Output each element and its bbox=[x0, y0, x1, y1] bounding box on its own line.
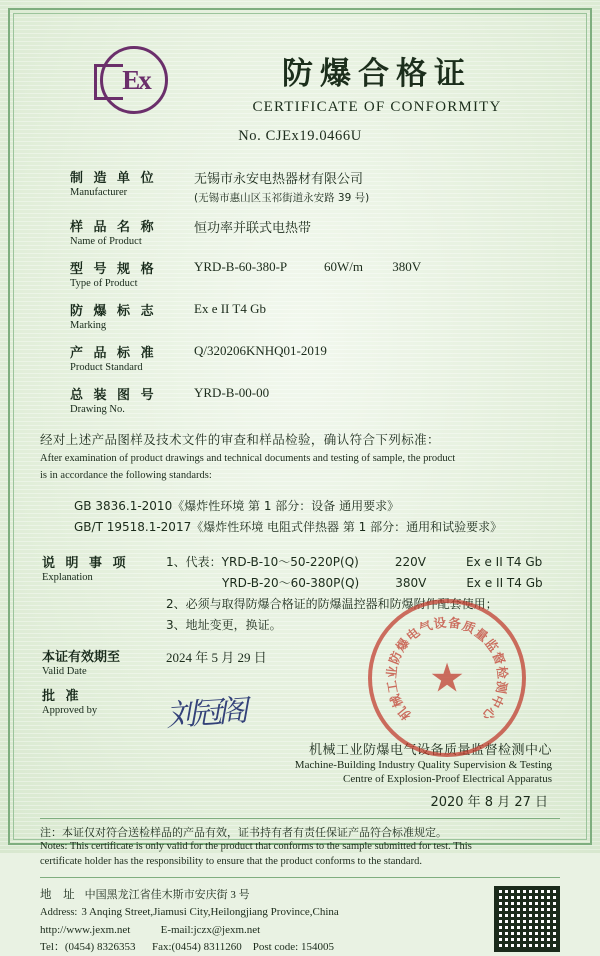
footer-email-label: E-mail: bbox=[160, 923, 194, 936]
stamp-arc-char: 监 bbox=[482, 635, 502, 655]
approved-by-label-en: Approved by bbox=[42, 704, 98, 716]
explanation-section bbox=[40, 552, 560, 636]
explanation-item-1-line2 bbox=[166, 573, 543, 594]
standard-item: GB/T 19518.1-2017《爆炸性环境 电阻式伴热器 第 1 部分：通用和试验要求》 bbox=[74, 519, 503, 534]
valid-date-value: 2024 年 5 月 29 日 bbox=[166, 649, 267, 665]
footer-address-label-en: Address: bbox=[40, 907, 78, 919]
field-label-cn: 制 造 单 位 bbox=[70, 171, 157, 186]
page-title-en: CERTIFICATE OF CONFORMITY bbox=[252, 99, 502, 115]
org-name-cn: 机械工业防爆电气设备质量监督检测中心 bbox=[308, 742, 552, 758]
conformity-statement bbox=[40, 431, 560, 484]
field-label-cn: 型 号 规 格 bbox=[70, 262, 157, 277]
field-value-group bbox=[166, 258, 421, 275]
page-title-cn: 防爆合格证 bbox=[282, 56, 472, 92]
field-value-group bbox=[166, 216, 311, 236]
approved-by-label bbox=[42, 685, 138, 716]
explanation-item-3 bbox=[166, 615, 543, 636]
field-manufacturer bbox=[70, 167, 560, 205]
stamp-arc-char: 设 bbox=[432, 614, 448, 632]
notes-en-label: Notes: bbox=[40, 841, 68, 853]
stamp-arc-char: 质 bbox=[460, 617, 478, 637]
explanation-model-1: YRD-B-10～50-220P(Q) bbox=[221, 554, 359, 569]
footer-address-en bbox=[40, 904, 484, 921]
stamp-arc-char: 备 bbox=[447, 614, 462, 632]
notes-cn-label: 注： bbox=[40, 826, 62, 840]
field-label-cn: 防 爆 标 志 bbox=[70, 304, 157, 319]
footer-address-value-en: 3 Anqing Street,Jiamusi City,Heilongjiang Province,China bbox=[81, 906, 339, 919]
field-drawing-no bbox=[70, 384, 560, 415]
statement-cn: 经对上述产品图样及技术文件的审查和样品检验，确认符合下列标准： bbox=[40, 432, 440, 447]
explanation-body bbox=[138, 552, 543, 636]
org-name-en-line1: Machine-Building Industry Quality Supervision & Testing bbox=[294, 758, 552, 771]
stamp-arc-char: 督 bbox=[489, 649, 509, 667]
field-label-en: Manufacturer bbox=[70, 187, 128, 198]
footer-fax: (0454) 8311260 bbox=[171, 940, 242, 953]
fields-list bbox=[40, 167, 560, 415]
explanation-label-cn: 说 明 事 项 bbox=[42, 555, 129, 571]
valid-date-label-cn: 本证有效期至 bbox=[42, 649, 121, 665]
notes-en-line2: certificate holder has the responsibility to ensure that the product conforms to the standard. bbox=[40, 855, 422, 867]
field-value-voltage: 380V bbox=[392, 259, 422, 274]
approved-by-label-cn: 批 准 bbox=[42, 688, 82, 704]
explanation-label-en: Explanation bbox=[42, 571, 93, 583]
explanation-item-2 bbox=[166, 594, 543, 615]
approved-by-row bbox=[42, 685, 560, 737]
footer-address-value-cn: 中国黑龙江省佳木斯市安庆街 3 号 bbox=[84, 889, 250, 902]
field-label-cn: 产 品 标 准 bbox=[70, 346, 157, 361]
explanation-marking-1: Ex e II T4 Gb bbox=[465, 554, 543, 569]
explanation-item-text: 地址变更，换证。 bbox=[185, 617, 282, 632]
explanation-voltage-2: 380V bbox=[395, 575, 427, 590]
issue-date: 2020 年 8 月 27 日 bbox=[430, 795, 548, 811]
field-value: 恒功率并联式电热带 bbox=[194, 221, 312, 236]
stamp-arc-char: 量 bbox=[471, 624, 492, 645]
field-label-en: Marking bbox=[70, 320, 107, 331]
stamp-arc-char: 械 bbox=[387, 692, 406, 710]
footer-fax-label: Fax: bbox=[151, 940, 172, 953]
explanation-item-1 bbox=[166, 552, 543, 573]
signature: 刘冠阁 bbox=[164, 693, 246, 734]
field-value-group bbox=[166, 384, 269, 401]
footer-contact bbox=[40, 886, 484, 955]
stamp-arc-char: 爆 bbox=[392, 635, 413, 655]
stamp-arc-char: 机 bbox=[394, 703, 415, 724]
notes-cn-text: 本证仅对符合送检样品的产品有效，证书持有者有责任保证产品符合标准规定。 bbox=[62, 826, 447, 840]
field-value-group bbox=[166, 300, 266, 317]
field-label bbox=[70, 342, 166, 373]
org-name-en-line2: Centre of Explosion-Proof Electrical Apparatus bbox=[343, 773, 552, 786]
stamp-arc-char: 气 bbox=[416, 617, 435, 637]
certificate-content bbox=[14, 14, 586, 953]
footer-web-email bbox=[40, 922, 484, 939]
field-label bbox=[70, 216, 166, 247]
field-label bbox=[70, 258, 166, 289]
footer-website[interactable]: http://www.jexm.net bbox=[40, 923, 131, 936]
title-block bbox=[194, 48, 560, 116]
field-value: Q/320206KNHQ01-2019 bbox=[194, 343, 327, 358]
footer-email[interactable]: jczx@jexm.net bbox=[193, 923, 261, 936]
footer-tel: (0454) 8326353 bbox=[64, 940, 136, 953]
valid-date-label-en: Valid Date bbox=[42, 665, 87, 677]
field-label bbox=[70, 300, 166, 331]
field-value: YRD-B-60-380-P bbox=[194, 259, 287, 274]
footer-tel-label: Tel： bbox=[40, 940, 65, 953]
footer-section bbox=[40, 877, 560, 955]
ex-logo-label: Ex bbox=[122, 64, 150, 95]
field-value-sub: (无锡市惠山区玉祁街道永安路 39 号) bbox=[194, 192, 370, 204]
field-value: 无锡市永安电热器材有限公司 bbox=[194, 172, 364, 187]
field-label-en: Type of Product bbox=[70, 278, 138, 289]
field-value: YRD-B-00-00 bbox=[194, 385, 270, 400]
tail-section bbox=[40, 646, 560, 737]
footer-postcode-label: Post code: bbox=[252, 940, 299, 953]
field-label-cn: 总 装 图 号 bbox=[70, 388, 157, 403]
explanation-label bbox=[42, 552, 138, 636]
field-marking bbox=[70, 300, 560, 331]
stamp-star-icon: ★ bbox=[429, 655, 465, 701]
notes-cn bbox=[40, 825, 560, 840]
stamp-arc-char: 中 bbox=[487, 692, 507, 711]
explanation-model-2: YRD-B-20～60-380P(Q) bbox=[222, 575, 360, 590]
statement-en-line2: is in accordance the following standards: bbox=[40, 470, 212, 482]
field-type-of-product bbox=[70, 258, 560, 289]
footer-address-label-cn: 地 址 bbox=[40, 887, 79, 902]
certificate-number: No. CJEx19.0466U bbox=[238, 128, 362, 144]
footer-phone-row bbox=[40, 939, 484, 956]
field-label-en: Name of Product bbox=[70, 236, 142, 247]
stamp-arc-char: 工 bbox=[383, 679, 401, 695]
stamp-arc-char: 测 bbox=[493, 679, 511, 695]
field-value-group bbox=[166, 167, 369, 205]
explanation-marking-2: Ex e II T4 Gb bbox=[466, 575, 543, 590]
stamp-arc-char: 业 bbox=[383, 665, 400, 680]
field-value-group bbox=[166, 342, 327, 359]
field-label-cn: 样 品 名 称 bbox=[70, 220, 157, 235]
stamp-arc-char: 检 bbox=[494, 665, 511, 680]
valid-date-row bbox=[42, 646, 560, 680]
field-label-en: Drawing No. bbox=[70, 404, 125, 415]
field-product-standard bbox=[70, 342, 560, 373]
footer-postcode: 154005 bbox=[300, 940, 334, 953]
explanation-item-text: 代表： bbox=[185, 554, 222, 569]
ex-logo-icon bbox=[100, 46, 168, 114]
qr-code bbox=[494, 886, 560, 952]
explanation-item-num: 1、 bbox=[166, 554, 186, 569]
explanation-item-text: 必须与取得防爆合格证的防爆温控器和防爆附件配套使用； bbox=[185, 596, 498, 611]
stamp-arc-char: 心 bbox=[479, 704, 500, 724]
footer-address-cn bbox=[40, 886, 484, 904]
notes-en-text1: This certificate is only valid for the product that conforms to the sample submitted for test. This bbox=[69, 841, 472, 853]
stamp-arc-char: 防 bbox=[386, 649, 405, 667]
statement-en-line1: After examination of product drawings and technical documents and testing of sample, the product bbox=[40, 453, 456, 465]
field-value-power: 60W/m bbox=[323, 259, 363, 274]
explanation-voltage-1: 220V bbox=[394, 554, 426, 569]
standard-item: GB 3836.1-2010《爆炸性环境 第 1 部分：设备 通用要求》 bbox=[74, 498, 400, 513]
stamp-arc-char: 电 bbox=[403, 624, 423, 645]
field-product-name bbox=[70, 216, 560, 247]
valid-date-label bbox=[42, 646, 138, 677]
issuing-organization bbox=[40, 739, 560, 811]
explanation-item-num: 3、 bbox=[166, 617, 186, 632]
explanation-item-num: 2、 bbox=[166, 596, 186, 611]
standards-list bbox=[40, 496, 560, 538]
notes-section bbox=[40, 818, 560, 869]
field-label bbox=[70, 384, 166, 415]
field-label bbox=[70, 167, 166, 198]
field-value: Ex e II T4 Gb bbox=[194, 301, 266, 316]
field-label-en: Product Standard bbox=[70, 362, 143, 373]
